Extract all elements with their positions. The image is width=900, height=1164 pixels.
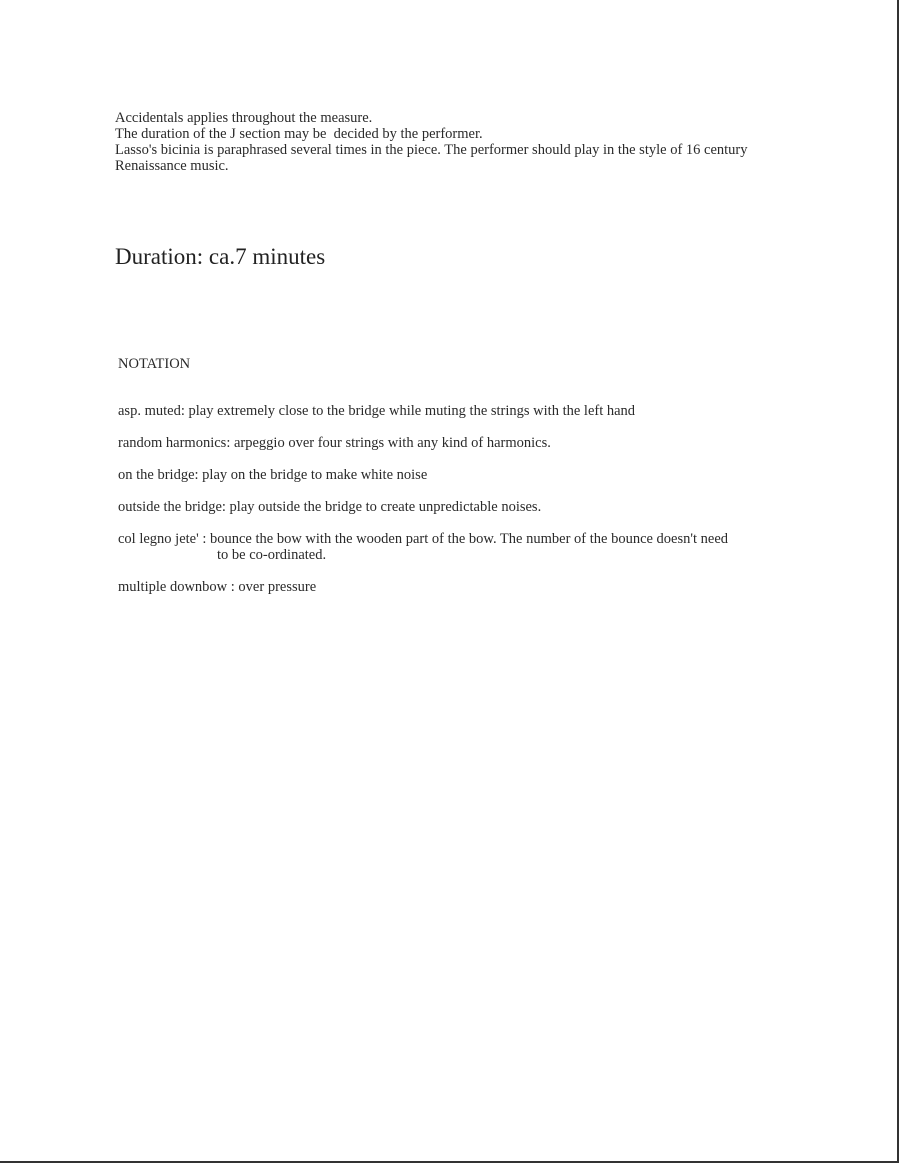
duration-heading: Duration: ca.7 minutes (115, 244, 326, 269)
intro-line-accidentals: Accidentals applies throughout the measure. (115, 110, 373, 126)
notation-item-on-the-bridge (118, 467, 818, 483)
notation-item-outside-the-bridge (118, 499, 818, 515)
notation-item-text: outside the bridge: play outside the bridge to create unpredictable noises. (118, 499, 542, 515)
notation-item-continuation: to be co-ordinated. (217, 547, 327, 563)
notation-title: NOTATION (118, 356, 191, 372)
performance-notes (115, 110, 835, 174)
notation-item-asp-muted (118, 403, 818, 419)
notation-item-text: random harmonics: arpeggio over four strings with any kind of harmonics. (118, 435, 551, 451)
notation-item-text: asp. muted: play extremely close to the bridge while muting the strings with the left hand (118, 403, 636, 419)
notation-item-text: multiple downbow : over pressure (118, 579, 317, 595)
intro-line-lasso: Lasso's bicinia is paraphrased several times in the piece. The performer should play in the style of 16 century (115, 142, 748, 158)
notation-item-random-harmonics (118, 435, 818, 451)
notation-list (118, 403, 818, 611)
notation-item-col-legno-jete (118, 531, 818, 563)
intro-line-j-section: The duration of the J section may be decided by the performer. (115, 126, 483, 142)
intro-line-renaissance: Renaissance music. (115, 158, 229, 174)
notation-item-text: col legno jete' : bounce the bow with the wooden part of the bow. The number of the bounce doesn't need (118, 531, 729, 547)
notation-item-text: on the bridge: play on the bridge to make white noise (118, 467, 428, 483)
notation-item-multiple-downbow (118, 579, 818, 595)
